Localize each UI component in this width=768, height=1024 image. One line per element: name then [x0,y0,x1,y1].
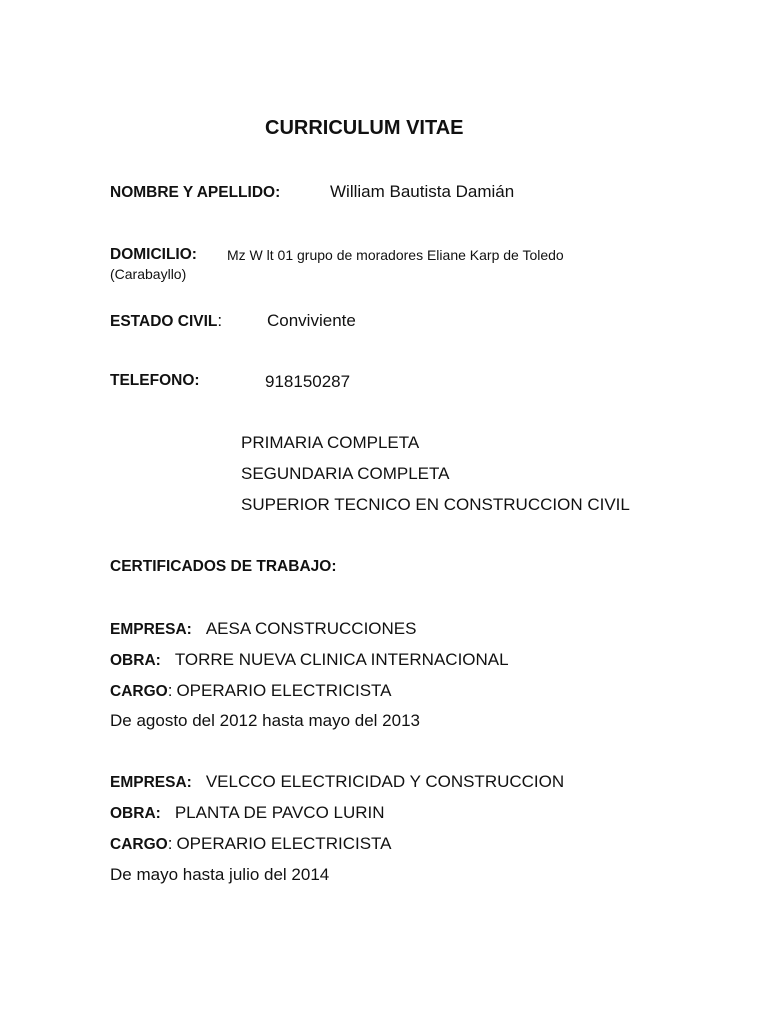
domicilio-value-line2: (Carabayllo) [110,266,187,282]
cargo-colon: : [167,834,173,853]
estado-civil-colon: : [217,311,223,330]
cargo-value: OPERARIO ELECTRICISTA [176,834,392,853]
obra-label: OBRA: [110,805,161,822]
cargo-colon: : [167,681,173,700]
trabajo-1-periodo: De agosto del 2012 hasta mayo del 2013 [110,711,421,730]
domicilio-label: DOMICILIO: [110,246,197,263]
empresa-label: EMPRESA: [110,774,192,791]
cargo-label: CARGO [110,836,168,853]
empresa-value: VELCCO ELECTRICIDAD Y CONSTRUCCION [205,772,565,791]
trabajo-2-obra [110,803,385,823]
educacion-item: SEGUNDARIA COMPLETA [241,464,450,483]
estado-civil-value: Conviviente [267,311,356,330]
trabajo-2-empresa [110,772,564,792]
trabajo-2-cargo [110,834,392,854]
trabajo-1-obra [110,650,509,670]
educacion-item: PRIMARIA COMPLETA [241,433,420,452]
telefono-value: 918150287 [265,372,351,391]
certificados-heading: CERTIFICADOS DE TRABAJO: [110,558,337,575]
educacion-item: SUPERIOR TECNICO EN CONSTRUCCION CIVIL [241,495,630,514]
domicilio-value-line1: Mz W lt 01 grupo de moradores Eliane Karp de Toledo [227,247,564,263]
trabajo-1-cargo [110,681,392,701]
trabajo-2-periodo: De mayo hasta julio del 2014 [110,865,330,884]
trabajo-1-empresa [110,619,416,639]
obra-value: TORRE NUEVA CLINICA INTERNACIONAL [174,650,509,669]
cargo-label: CARGO [110,683,168,700]
estado-civil-label [110,311,222,331]
obra-value: PLANTA DE PAVCO LURIN [174,803,385,822]
cargo-value: OPERARIO ELECTRICISTA [176,681,392,700]
empresa-label: EMPRESA: [110,621,192,638]
telefono-label: TELEFONO: [110,372,200,389]
document-title: CURRICULUM VITAE [265,117,464,139]
estado-civil-label-text: ESTADO CIVIL [110,313,218,330]
nombre-value: William Bautista Damián [330,182,515,201]
obra-label: OBRA: [110,652,161,669]
empresa-value: AESA CONSTRUCCIONES [205,619,417,638]
nombre-label: NOMBRE Y APELLIDO: [110,184,281,201]
